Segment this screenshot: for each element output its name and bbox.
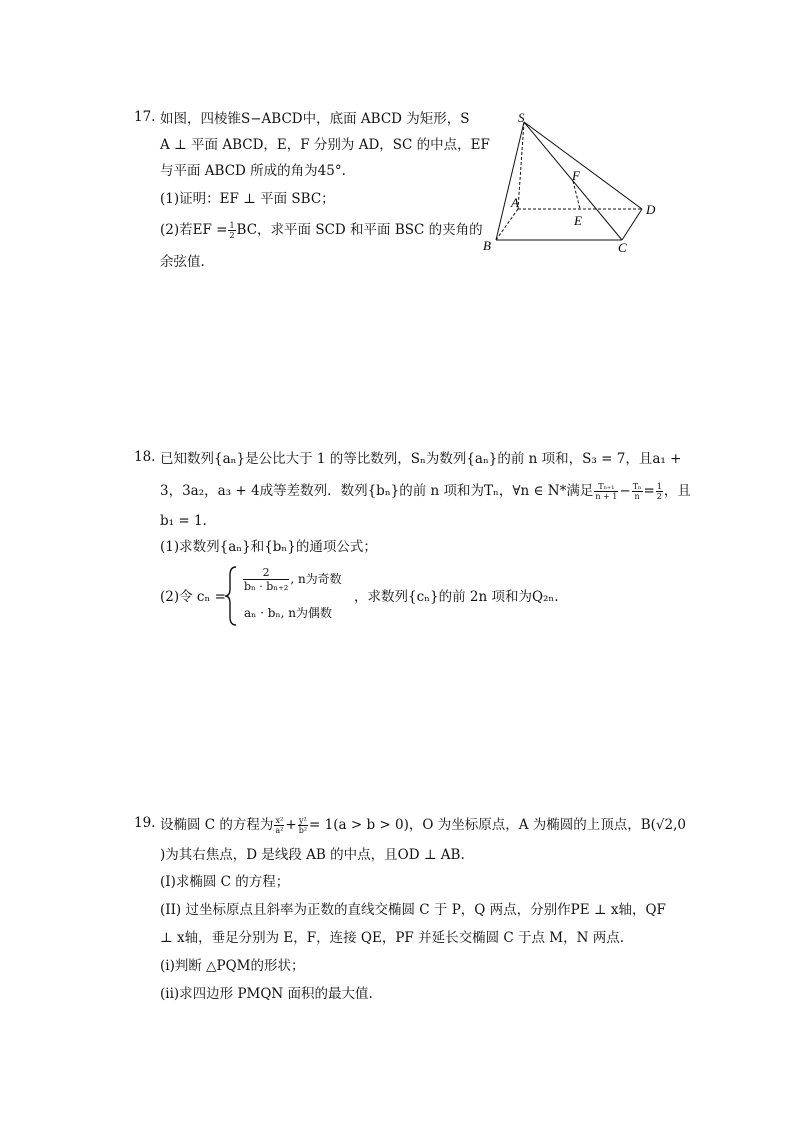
q17-line2: A ⊥ 平面 ABCD，E，F 分别为 AD，SC 的中点，EF: [160, 137, 490, 153]
label-D: D: [646, 202, 656, 217]
q19-sub-ii: (ii)求四边形 PMQN 面积的最大值.: [160, 986, 373, 1002]
label-S: S: [518, 110, 525, 125]
q18-part1: (1)求数列{aₙ}和{bₙ}的通项公式；: [160, 539, 377, 555]
label-A: A: [511, 195, 519, 210]
case-odd: $\frac{2}{\text{bₙ · bₙ₊₂}}$ , n为奇数: [244, 566, 342, 593]
q17-part2-cont: 余弦值.: [160, 254, 205, 270]
q18-line3: b₁ = 1.: [160, 513, 207, 529]
question-number: 18.: [134, 449, 156, 465]
q17-part1: (1)证明：EF ⊥ 平面 SBC；: [160, 191, 335, 207]
question-number: 17.: [134, 109, 156, 125]
question-number: 19.: [134, 815, 156, 831]
q19-line1: 设椭圆 C 的方程为 $\frac{\text{x²}}{\text{a²}}$ + $\frac{\text{y²}}{\text{b²}}$ = 1(a > b > 0)，O 为坐标原点，A 为椭圆的上顶点，B(√2,0: [160, 816, 686, 835]
q19-sub-i: (i)判断 △PQM的形状；: [160, 958, 305, 974]
q19-part1: (I)求椭圆 C 的方程；: [160, 874, 290, 890]
q18-line1: 已知数列{aₙ}是公比大于 1 的等比数列，Sₙ为数列{aₙ}的前 n 项和，S₃ = 7，且a₁ +: [160, 451, 682, 467]
edge-SB: [496, 122, 524, 240]
q18-part2-tail: ，求数列{cₙ}的前 2n 项和为Q₂ₙ.: [354, 589, 559, 605]
q17-part2: (2)若EF = $\frac{1}{2}$ BC，求平面 SCD 和平面 BSC 的夹角的: [160, 221, 483, 240]
q19-line2: )为其右焦点，D 是线段 AB 的中点，且OD ⊥ AB.: [160, 847, 465, 863]
case-even: aₙ · bₙ, n为偶数: [244, 606, 333, 620]
label-C: C: [618, 240, 627, 255]
pyramid-figure: [478, 108, 668, 258]
q18-line2: 3，3a₂，a₃ + 4成等差数列．数列{bₙ}的前 n 项和为Tₙ，∀n ∈ N*满足 $\frac{\text{Tₙ₊₁}}{n + 1}$ − $\frac{\text{Tₙ}}{n}$ = $\frac{1}{2}$ ，且: [160, 482, 691, 501]
q19-part2-line1: (II) 过坐标原点且斜率为正数的直线交椭圆 C 于 P，Q 两点，分别作PE ⊥ x轴，QF: [160, 902, 666, 918]
q18-part2-lead: (2)令 cₙ =: [160, 589, 226, 605]
q17-line1: 如图，四棱锥S−ABCD中，底面 ABCD 为矩形，S: [160, 111, 470, 127]
label-B: B: [483, 238, 491, 253]
edge-CD: [622, 209, 642, 240]
q19-part2-line2: ⊥ x轴，垂足分别为 E，F，连接 QE，PF 并延长交椭圆 C 于点 M，N 两点.: [160, 930, 624, 946]
edge-SD: [524, 122, 642, 209]
left-brace: [224, 565, 238, 627]
label-E: E: [574, 213, 582, 228]
q17-line3: 与平面 ABCD 所成的角为45°.: [160, 163, 346, 179]
label-F: F: [572, 168, 580, 183]
